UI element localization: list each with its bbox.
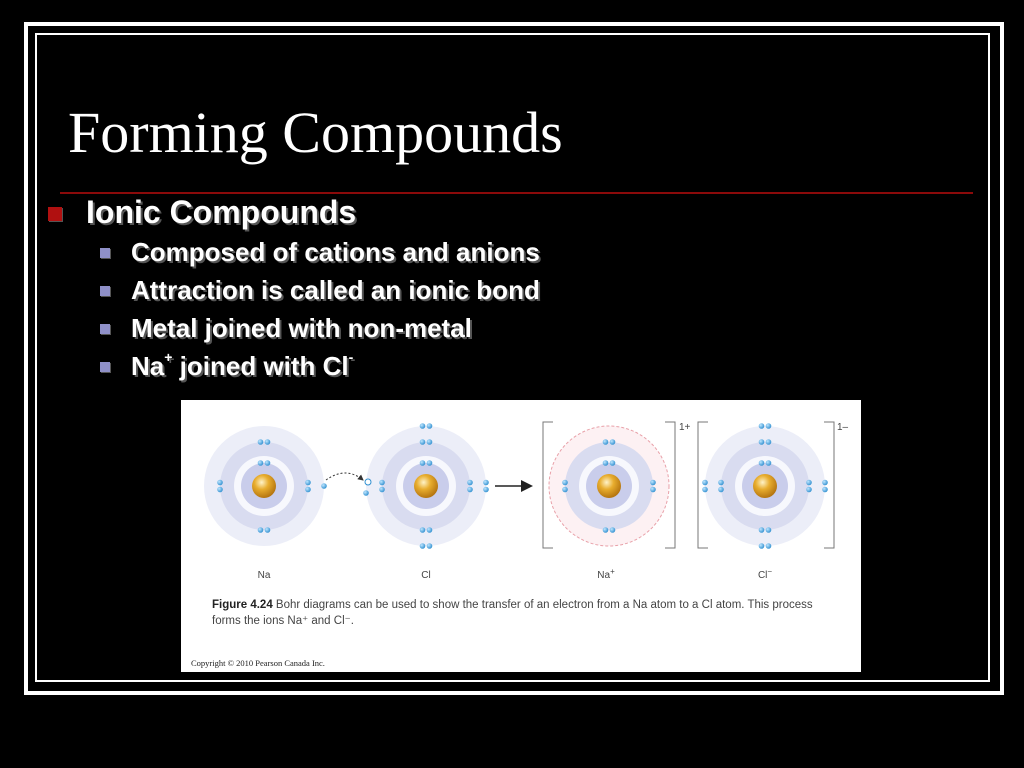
electron-vacancy <box>365 479 371 485</box>
electron <box>650 487 656 493</box>
sub-bullet-text: Composed of cations and anions <box>131 237 540 267</box>
electron <box>305 487 311 493</box>
electron <box>258 527 264 533</box>
electron <box>603 527 609 533</box>
electron <box>766 543 772 549</box>
electron <box>603 460 609 466</box>
sub-bullet-text: Na+ joined with Cl- <box>131 349 354 381</box>
electron <box>217 487 223 493</box>
electron <box>379 487 385 493</box>
copyright-notice: Copyright © 2010 Pearson Canada Inc. <box>191 658 325 668</box>
na-ion-charge: 1+ <box>679 422 691 433</box>
electron <box>610 527 616 533</box>
electron <box>766 527 772 533</box>
electron <box>305 480 311 486</box>
electron <box>759 527 765 533</box>
electron <box>427 439 433 445</box>
electron <box>766 439 772 445</box>
electron <box>467 487 473 493</box>
electron <box>562 487 568 493</box>
bullet-text: Ionic Compounds <box>86 194 357 230</box>
electron <box>759 543 765 549</box>
electron <box>258 460 264 466</box>
electron <box>766 460 772 466</box>
electron <box>265 460 271 466</box>
electron <box>483 480 489 486</box>
electron <box>265 527 271 533</box>
electron <box>562 480 568 486</box>
electron <box>718 487 724 493</box>
cl-atom-nucleus <box>414 474 438 498</box>
electron <box>766 423 772 429</box>
electron <box>650 480 656 486</box>
label-na-atom: Na <box>257 570 271 581</box>
electron <box>321 483 327 489</box>
electron <box>427 543 433 549</box>
electron <box>610 439 616 445</box>
label-cl-atom: Cl <box>421 570 431 581</box>
electron <box>806 487 812 493</box>
bullet-square-icon <box>48 207 62 221</box>
electron <box>427 423 433 429</box>
electron-transfer-arrow <box>326 473 363 480</box>
electron <box>427 527 433 533</box>
slide-title: Forming Compounds <box>68 100 563 165</box>
sub-bullet-square-icon <box>100 324 110 334</box>
electron <box>217 480 223 486</box>
sub-bullet-square-icon <box>100 362 110 372</box>
electron <box>420 543 426 549</box>
electron <box>610 460 616 466</box>
electron <box>420 439 426 445</box>
na-atom-nucleus <box>252 474 276 498</box>
electron <box>258 439 264 445</box>
na-ion-nucleus <box>597 474 621 498</box>
bohr-diagram-figure <box>181 400 861 672</box>
sub-bullet-text: Attraction is called an ionic bond <box>131 275 540 305</box>
electron <box>759 423 765 429</box>
electron <box>420 423 426 429</box>
figure-caption <box>212 597 832 629</box>
sub-bullet-square-icon <box>100 248 110 258</box>
sub-bullet-square-icon <box>100 286 110 296</box>
electron <box>702 487 708 493</box>
electron <box>427 460 433 466</box>
electron <box>822 480 828 486</box>
electron <box>363 490 369 496</box>
electron <box>603 439 609 445</box>
electron <box>467 480 473 486</box>
bohr-diagram <box>181 400 861 672</box>
sub-bullet-text: Metal joined with non-metal <box>131 313 472 343</box>
caption-text: Bohr diagrams can be used to show the transfer of an electron from a Na atom to a Cl atom. This process forms the ions Na⁺ and Cl⁻. <box>212 599 813 627</box>
electron <box>420 527 426 533</box>
label-cl-ion: Cl− <box>757 567 773 581</box>
electron <box>265 439 271 445</box>
electron <box>822 487 828 493</box>
electron <box>806 480 812 486</box>
cl-ion-charge: 1– <box>837 422 849 433</box>
electron <box>702 480 708 486</box>
caption-label: Figure 4.24 <box>212 599 273 611</box>
electron <box>420 460 426 466</box>
cl-ion-nucleus <box>753 474 777 498</box>
electron <box>759 439 765 445</box>
electron <box>483 487 489 493</box>
electron <box>759 460 765 466</box>
label-na-ion: Na+ <box>597 567 615 581</box>
electron <box>718 480 724 486</box>
electron <box>379 480 385 486</box>
